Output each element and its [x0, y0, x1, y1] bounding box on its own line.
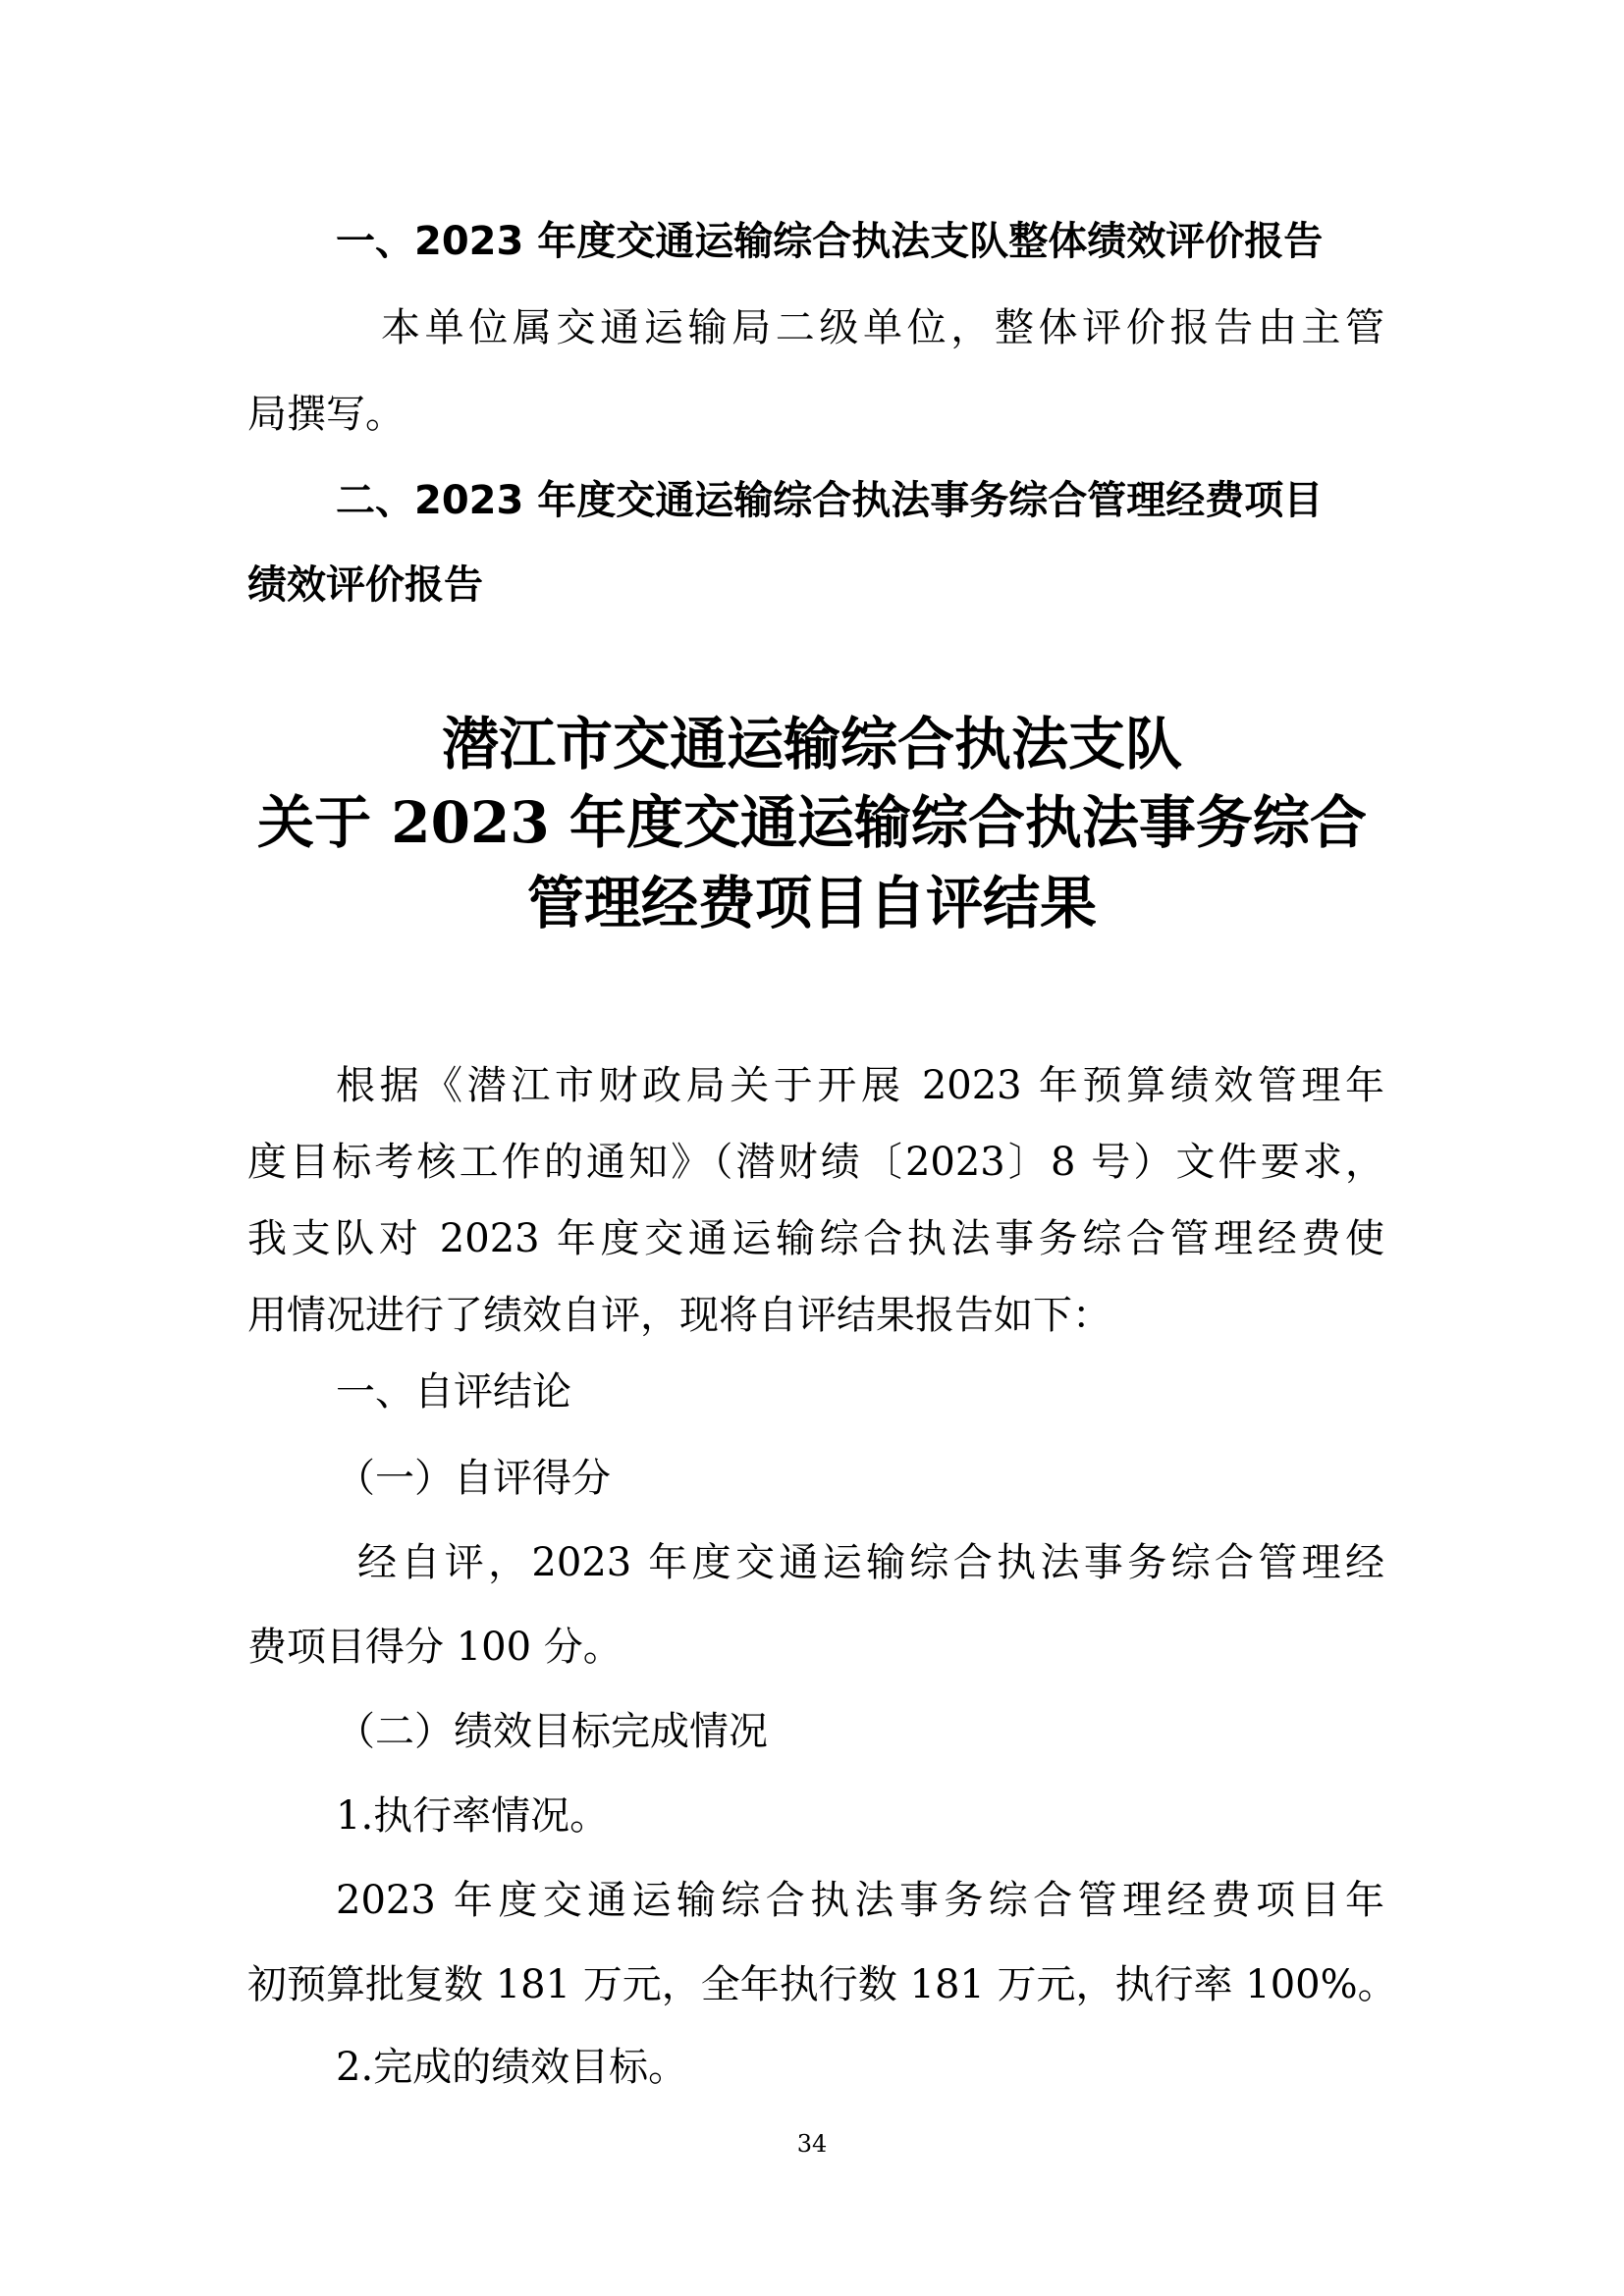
execution-heading: 1.执行率情况。 — [336, 1793, 610, 1839]
execution-line1: 2023 年度交通运输综合执法事务综合管理经费项目年 — [336, 1878, 1384, 1923]
execution-line2: 初预算批复数 181 万元，全年执行数 181 万元，执行率 100%。 — [247, 1962, 1397, 2007]
section-two-heading-line1: 二、2023 年度交通运输综合执法事务综合管理经费项目 — [336, 478, 1324, 523]
page-number: 34 — [796, 2130, 828, 2158]
conclusion-heading: 一、自评结论 — [336, 1369, 571, 1415]
section-one-body-line2: 局撰写。 — [247, 392, 405, 437]
goals-done-heading: 2.完成的绩效目标。 — [336, 2045, 688, 2090]
intro-line3: 我支队对 2023 年度交通运输综合执法事务综合管理经费使 — [247, 1216, 1384, 1261]
intro-line4: 用情况进行了绩效自评，现将自评结果报告如下： — [247, 1293, 1111, 1338]
section-one-body-line1: 本单位属交通运输局二级单位，整体评价报告由主管 — [381, 305, 1384, 350]
goals-heading: （二）绩效目标完成情况 — [336, 1709, 768, 1754]
section-one-heading: 一、2023 年度交通运输综合执法支队整体绩效评价报告 — [336, 219, 1324, 264]
intro-line2: 度目标考核工作的通知》（潜财绩〔2023〕8 号）文件要求， — [247, 1140, 1384, 1185]
score-line2: 费项目得分 100 分。 — [247, 1625, 623, 1670]
report-title-line3: 管理经费项目自评结果 — [526, 870, 1097, 936]
score-heading: （一）自评得分 — [336, 1456, 611, 1501]
report-title-line1: 潜江市交通运输综合执法支队 — [441, 711, 1182, 777]
section-two-heading-line2: 绩效评价报告 — [247, 562, 483, 608]
intro-line1: 根据《潜江市财政局关于开展 2023 年预算绩效管理年 — [336, 1063, 1384, 1108]
score-line1: 经自评，2023 年度交通运输综合执法事务综合管理经 — [357, 1540, 1384, 1585]
report-title-line2: 关于 2023 年度交通运输综合执法事务综合 — [257, 789, 1367, 856]
